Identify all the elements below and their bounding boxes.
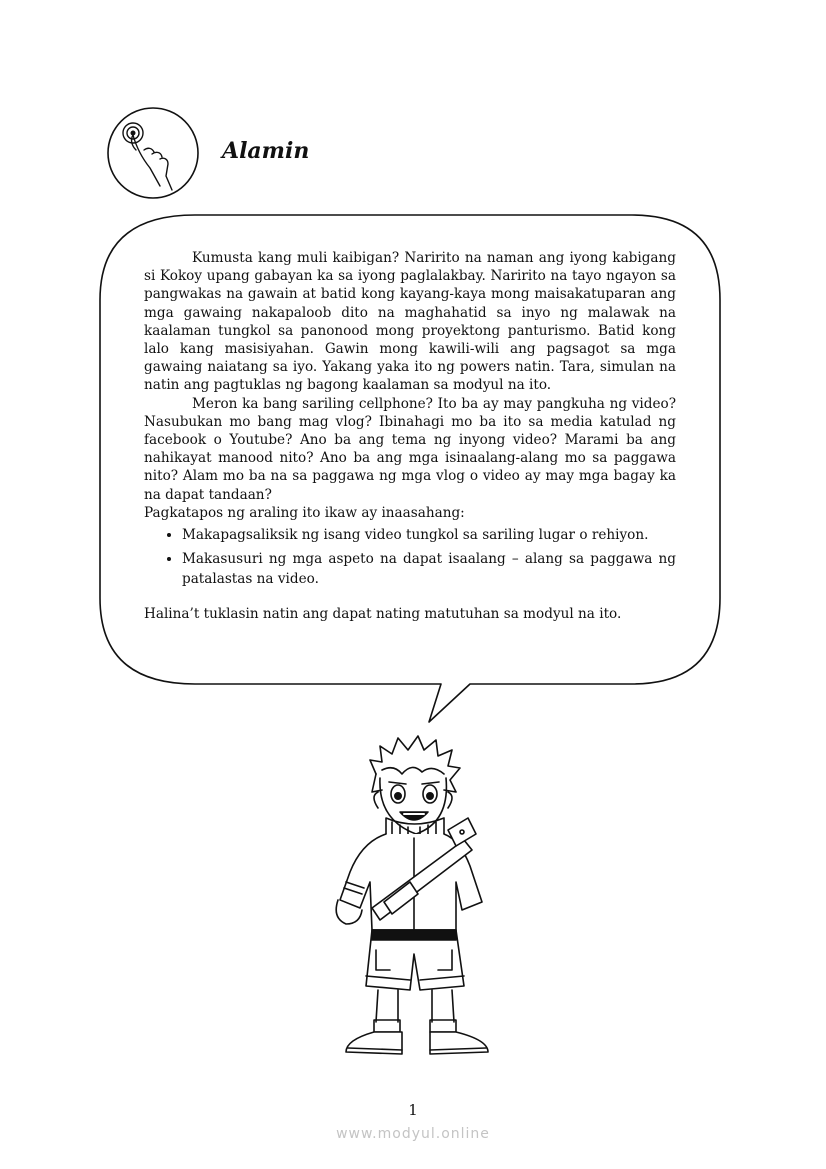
bubble-content [144, 249, 676, 623]
section-title: Alamin [222, 138, 310, 164]
list-item: • Makasusuri ng mga aspeto na dapat isaalang – alang sa paggawa ng patalastas na video. [182, 549, 676, 589]
intro-paragraph: Kumusta kang muli kaibigan? Naririto na naman ang iyong kabigang si Kokoy upang gabayan ka sa iyong paglalakbay. Naririto na tayo ngayon sa pangwakas na gawain at batid kong kayang-kaya mong maisakatuparan ang mga gawaing nakapaloob dito na maghahatid sa inyo ng malawak na kaalaman tungkol sa panonood mong proyektong panturismo. Batid kong lalo kang masisiyahan. Gawin mong kawili-wili ang pagsagot sa mga gawaing naiatang sa iyo. Yakang yaka ito ng powers natin. Tara, simulan na natin ang pagtuklas ng bagong kaalaman sa modyul na ito. [144, 250, 676, 394]
question-paragraph: Meron ka bang sariling cellphone? Ito ba ay may pangkuha ng video? Nasubukan mo bang mag vlog? Ibinahagi mo ba ito sa media katulad ng facebook o Youtube? Ano ba ang tema ng inyong video? Marami ba ang nahikayat manood nito? Ano ba ang mga isinaalang-alang mo sa paggawa nito? Alam mo ba na sa paggawa ng mga vlog o video ay may mga bagay ka na dapat tandaan? [144, 395, 676, 503]
objectives-list [144, 525, 676, 589]
page-number: 1 [408, 1101, 418, 1119]
list-item: • Makapagsaliksik ng isang video tungkol sa sariling lugar o rehiyon. [182, 525, 676, 545]
watermark: www.modyul.online [336, 1126, 490, 1142]
closing-paragraph: Halina’t tuklasin natin ang dapat nating matutuhan sa modyul na ito. [144, 606, 622, 623]
objectives-intro: Pagkatapos ng araling ito ikaw ay inaasahang: [144, 504, 465, 521]
boy-mascot-illustration [332, 734, 502, 1060]
